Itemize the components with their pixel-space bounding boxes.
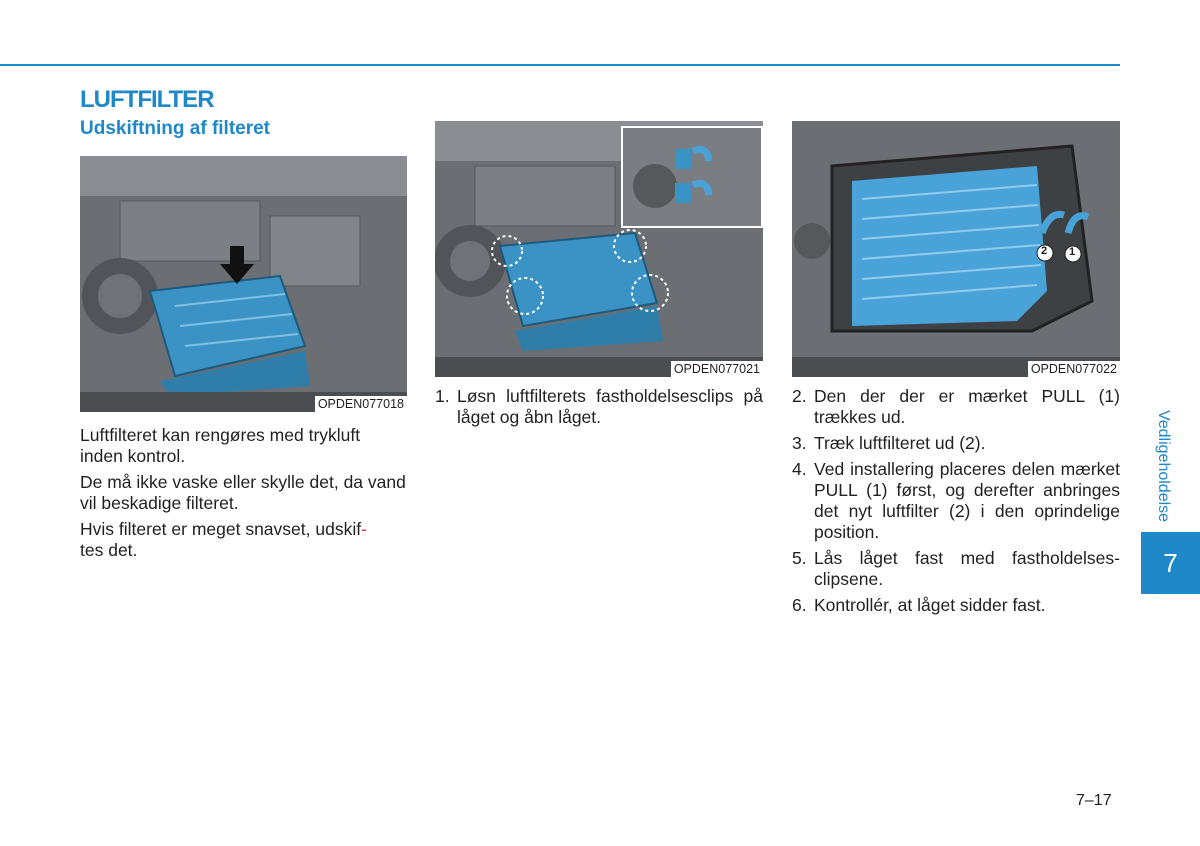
step-number: 6. — [792, 595, 807, 615]
step-text: Løsn luftfilterets fastholdelsesclips på låget og åbn låget. — [457, 386, 763, 427]
step-text: Træk luftfilteret ud (2). — [814, 433, 986, 453]
step-number: 3. — [792, 433, 807, 453]
callout-1: 1 — [1069, 246, 1076, 258]
step-text: Lås låget fast med fastholdelses-clipsene. — [814, 548, 1120, 589]
callout-2: 2 — [1041, 245, 1048, 257]
clips-illustration — [435, 121, 763, 377]
figure-code: OPDEN077022 — [1028, 361, 1120, 377]
step-number: 4. — [792, 459, 807, 479]
step-text: Den der der er mærket PULL (1) trækkes ud. — [814, 386, 1120, 427]
chapter-label: Vedligeholdelse — [1155, 409, 1172, 523]
figure-clips — [435, 121, 763, 377]
figure-filter-element — [792, 121, 1120, 377]
section-title: LUFTFILTER — [80, 86, 214, 113]
paragraph: De må ikke vaske eller skylle det, da vand vil beskadige filteret. — [80, 472, 406, 513]
step-number: 5. — [792, 548, 807, 568]
text-segment: Hvis filteret er meget snavset, udskif — [80, 519, 362, 539]
chapter-side-tab — [1148, 402, 1178, 532]
intro-text — [80, 425, 407, 566]
paragraph — [80, 519, 407, 561]
step-number: 2. — [792, 386, 807, 406]
figure-code: OPDEN077021 — [671, 361, 763, 377]
list-item — [435, 386, 763, 428]
text-segment: tes det. — [80, 540, 138, 560]
list-item — [792, 459, 1120, 543]
list-item — [792, 433, 1120, 454]
top-rule — [0, 64, 1120, 66]
list-item — [792, 595, 1120, 616]
list-item — [792, 386, 1120, 428]
section-subtitle: Udskiftning af filteret — [80, 118, 271, 139]
paragraph: Luftfilteret kan rengøres med trykluft inden kontrol. — [80, 425, 361, 466]
hyphen: - — [361, 519, 367, 539]
list-item — [792, 548, 1120, 590]
steps-column-1 — [435, 386, 763, 433]
step-text: Ved installering placeres delen mærket PULL (1) først, og derefter anbringes det nyt luftfilter (2) i den oprindelige position. — [814, 459, 1120, 542]
chapter-number-box: 7 — [1141, 532, 1200, 594]
step-number: 1. — [435, 386, 450, 406]
figure-air-filter-box — [80, 156, 407, 412]
steps-column-2 — [792, 386, 1120, 621]
figure-code: OPDEN077018 — [315, 396, 407, 412]
engine-bay-illustration — [80, 156, 407, 412]
steps-list — [792, 386, 1120, 616]
steps-list — [435, 386, 763, 428]
step-text: Kontrollér, at låget sidder fast. — [814, 595, 1046, 615]
page-number: 7–17 — [1076, 792, 1112, 809]
